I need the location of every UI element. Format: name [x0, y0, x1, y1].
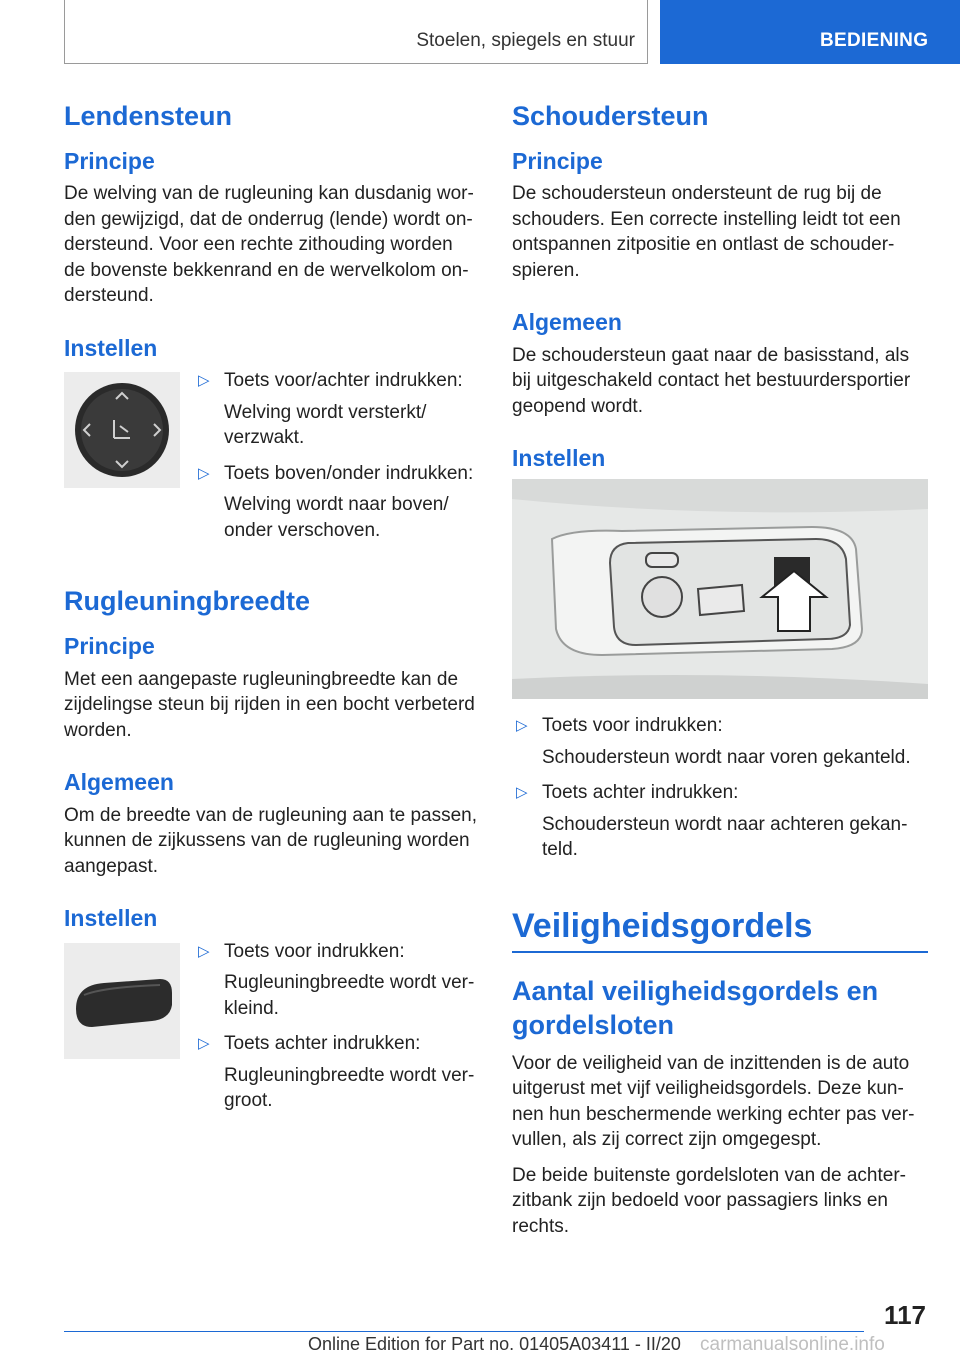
header-section-title: Stoelen, spiegels en stuur — [416, 30, 635, 51]
triangle-right-icon: ▷ — [516, 717, 528, 735]
step-text: Toets voor/achter indrukken: — [224, 370, 463, 392]
heading-rugleuning-principe: Principe — [64, 633, 155, 660]
heading-rugleuning-instellen: Instellen — [64, 905, 158, 932]
lendensteun-instructions — [64, 368, 478, 553]
step-item — [512, 780, 928, 806]
heading-lendensteun: Lendensteun — [64, 101, 233, 131]
step-item — [194, 461, 478, 487]
text-lendensteun-principe: De welving van de rugleuning kan dusdanig wor-den gewijzigd, dat de onderrug (lende) wordt on-dersteund. Voor een rechte zithouding worden de bovenste bekkenrand en de wervelkolom on-dersteund. — [64, 183, 474, 307]
step-result: Rugleuningbreedte wordt ver-kleind. — [224, 972, 475, 1019]
heading-aantal-gordels: Aantal veiligheidsgordels en gordelsloten — [512, 976, 879, 1040]
text-rugleuning-principe: Met een aangepaste rugleuningbreedte kan de zijdelingse steun bij rijden in een bocht verbeterd worden. — [64, 668, 475, 741]
header-tab — [660, 0, 960, 64]
heading-schoudersteun: Schoudersteun — [512, 101, 709, 131]
footer-divider — [64, 1331, 864, 1332]
heading-veiligheidsgordels: Veiligheidsgordels — [512, 905, 928, 954]
page-number: 117 — [884, 1300, 926, 1330]
backrest-width-switch-image — [64, 943, 180, 1059]
text-schoudersteun-principe: De schoudersteun ondersteunt de rug bij de schouders. Een correcte instelling leidt tot een ontspannen zitpositie en ontlast de schouder-spieren. — [512, 183, 901, 281]
text-veiligheid-2: De beide buitenste gordelsloten van de achter-zitbank zijn bedoeld voor passagiers links en rechts. — [512, 1164, 906, 1237]
step-result: Welving wordt naar boven/ onder verschoven. — [224, 494, 449, 541]
heading-rugleuningbreedte: Rugleuningbreedte — [64, 586, 311, 617]
triangle-right-icon: ▷ — [198, 942, 210, 960]
step-result: Schoudersteun wordt naar voren gekanteld. — [542, 746, 911, 768]
header-tab-label: BEDIENING — [820, 30, 929, 51]
step-result: Rugleuningbreedte wordt ver-groot. — [224, 1064, 475, 1112]
rugleuning-instructions — [64, 939, 478, 1124]
step-text: Toets achter indrukken: — [224, 1033, 421, 1055]
step-text: Toets voor indrukken: — [224, 940, 405, 962]
heading-schoudersteun-algemeen: Algemeen — [512, 309, 622, 336]
lumbar-switch-image — [64, 372, 180, 488]
step-item — [194, 939, 478, 965]
footer-edition: Online Edition for Part no. 01405A03411 - II/20 — [308, 1334, 681, 1354]
text-veiligheid-1: Voor de veiligheid van de inzittenden is de auto uitgerust met vijf veiligheidsgordels. Deze kun-nen hun beschermende werking echter pas ver-vullen, als zij correct zijn omgegespt. — [512, 1052, 915, 1151]
text-rugleuning-algemeen: Om de breedte van de rugleuning aan te passen, kunnen de zijkussens van de rugleuning worden aangepast. — [64, 804, 478, 877]
triangle-right-icon: ▷ — [198, 464, 210, 482]
triangle-right-icon: ▷ — [516, 784, 528, 802]
header-section-box — [64, 0, 648, 64]
left-column — [64, 100, 478, 1124]
step-result: Welving wordt versterkt/ verzwakt. — [224, 401, 427, 449]
heading-schoudersteun-principe: Principe — [512, 147, 603, 174]
step-item — [194, 368, 478, 394]
triangle-right-icon: ▷ — [198, 372, 210, 390]
step-item — [194, 1031, 478, 1057]
step-text: Toets achter indrukken: — [542, 782, 739, 804]
heading-schoudersteun-instellen: Instellen — [512, 445, 606, 472]
heading-lendensteun-instellen: Instellen — [64, 334, 158, 361]
text-schoudersteun-algemeen: De schoudersteun gaat naar de basisstand, als bij uitgeschakeld contact het bestuurdersportier geopend wordt. — [512, 344, 911, 417]
step-text: Toets boven/onder indrukken: — [224, 462, 474, 484]
heading-rugleuning-algemeen: Algemeen — [64, 769, 174, 796]
step-item — [512, 713, 928, 739]
seat-control-photo — [512, 479, 928, 699]
step-text: Toets voor indrukken: — [542, 715, 723, 737]
right-column — [512, 100, 928, 1249]
step-result: Schoudersteun wordt naar achteren gekan-teld. — [542, 813, 908, 861]
triangle-right-icon: ▷ — [198, 1035, 210, 1053]
heading-lendensteun-principe: Principe — [64, 147, 155, 174]
watermark: carmanualsonline.info — [700, 1334, 885, 1355]
